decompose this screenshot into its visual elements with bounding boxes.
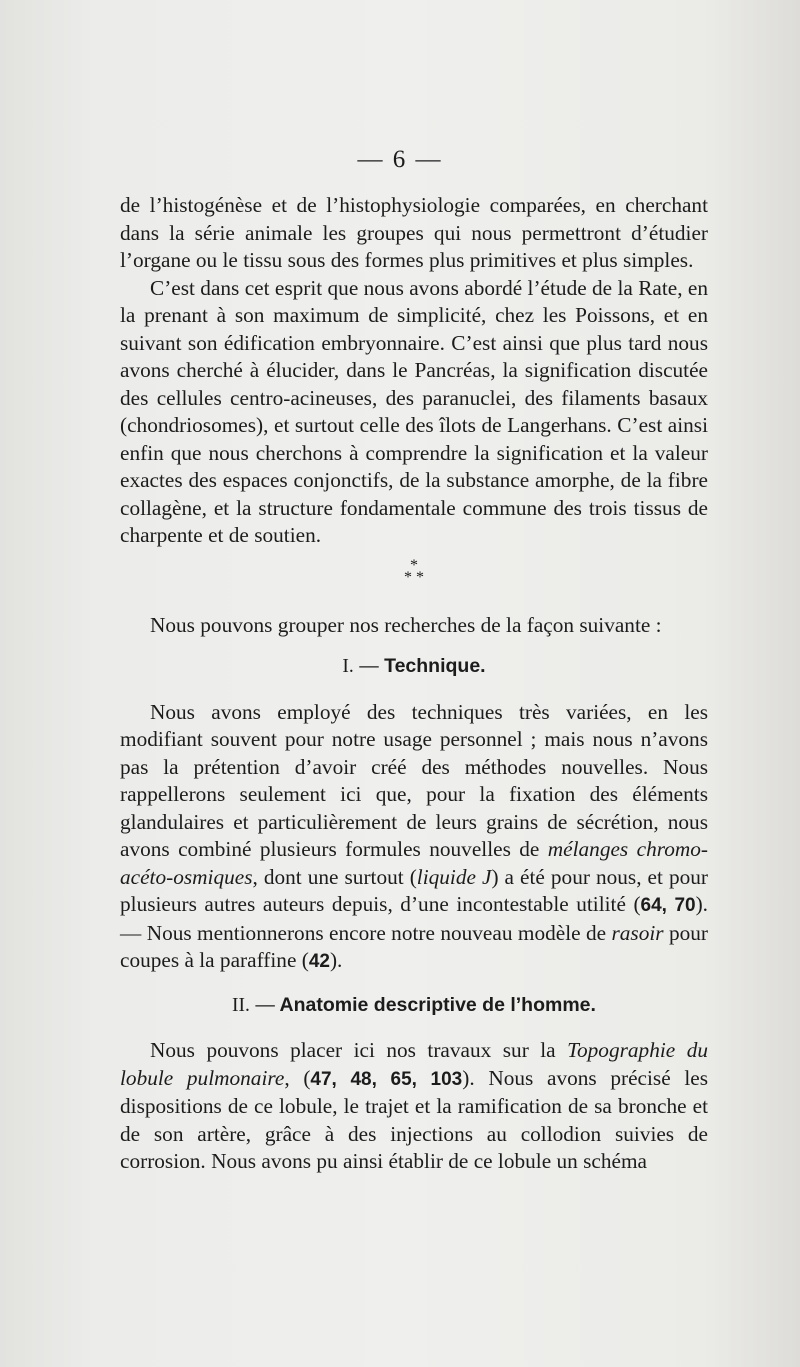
- italic-term: rasoir: [611, 920, 664, 945]
- text-run: Nous pouvons placer ici nos travaux sur la: [150, 1038, 568, 1062]
- italic-term: Topographie du lobule pulmonaire: [120, 1038, 708, 1090]
- page-number: — 6 —: [357, 146, 443, 173]
- section-heading-anatomie: [120, 992, 708, 1020]
- text-run: , dont une surtout (: [252, 864, 417, 889]
- paragraph-anatomie: [120, 1037, 708, 1176]
- text-run: , (: [284, 1065, 311, 1090]
- text-run: ) a été pour nous, et pour plusieurs autres auteurs depuis, d’une incontestable utilité (: [120, 864, 708, 916]
- paragraph-continuation: de l’histogénèse et de l’histophysiologie comparées, en cherchant dans la série animale les groupes qui nous permettront d’étudier l’organe ou le tissu sous des formes plus primitives et plus simples.: [120, 193, 708, 272]
- section-title: Anatomie descriptive de l’homme.: [279, 993, 596, 1016]
- italic-term: liquide J: [416, 864, 492, 889]
- reference-numbers: 47, 48, 65, 103: [310, 1068, 463, 1090]
- asterism-separator: [120, 556, 708, 586]
- section-number: II.: [232, 994, 250, 1016]
- section-dash: —: [255, 993, 275, 1016]
- section-title: Technique.: [384, 655, 486, 677]
- section-number: I.: [342, 656, 354, 677]
- section-heading-technique: [120, 653, 708, 681]
- reference-numbers: 42: [308, 951, 330, 972]
- asterism-bottom: * *: [404, 568, 424, 586]
- asterism-top: *: [410, 556, 418, 574]
- paragraph-research-approach: C’est dans cet esprit que nous avons abordé l’étude de la Rate, en la prenant à son maximum de simplicité, chez les Poissons, et en suivant son édification embryonnaire. C’est ainsi que plus tard nous avons cherché à élucider, dans le Pancréas, la signification discutée des cellules centro-acineuses, des paranuclei, des filaments basaux (chondriosomes), et surtout celle des îlots de Langerhans. C’est ainsi enfin que nous cherchons à comprendre la signification et la valeur exactes des espaces conjonctifs, de la substance amorphe, de la fibre collagène, et la structure fondamentale commune des trois tissus de charpente et de soutien.: [120, 275, 708, 547]
- paragraph-intro: Nous pouvons grouper nos recherches de la façon suivante :: [150, 612, 662, 637]
- text-run: pour coupes à la paraffine (: [120, 920, 708, 972]
- paragraph-technique: [120, 699, 708, 976]
- text-run: ). Nous avons précisé les dispositions de ce lobule, le trajet et la ramification de sa bronche et de son artère, grâce à des injections au collodion suivies de corrosion. Nous avons pu ainsi établir de ce lobule un schéma: [120, 1065, 708, 1173]
- page-body: [120, 192, 708, 1176]
- italic-term: mélanges chromo-acéto-osmiques: [120, 837, 708, 889]
- text-run: Nous avons employé des techniques très variées, en les modifiant souvent pour notre usage personnel ; mais nous n’avons pas la prétention d’avoir créé des méthodes nouvelles. Nous rappellerons seulement ici que, pour la fixation des éléments glandulaires et particulièrement de leurs grains de sécrétion, nous avons combiné plusieurs formules nouvelles de: [120, 699, 708, 861]
- text-run: ).: [329, 948, 343, 972]
- text-run: ). — Nous mentionnerons encore notre nouveau modèle de: [120, 892, 709, 945]
- section-dash: —: [359, 655, 379, 677]
- reference-numbers: 64, 70: [640, 895, 696, 916]
